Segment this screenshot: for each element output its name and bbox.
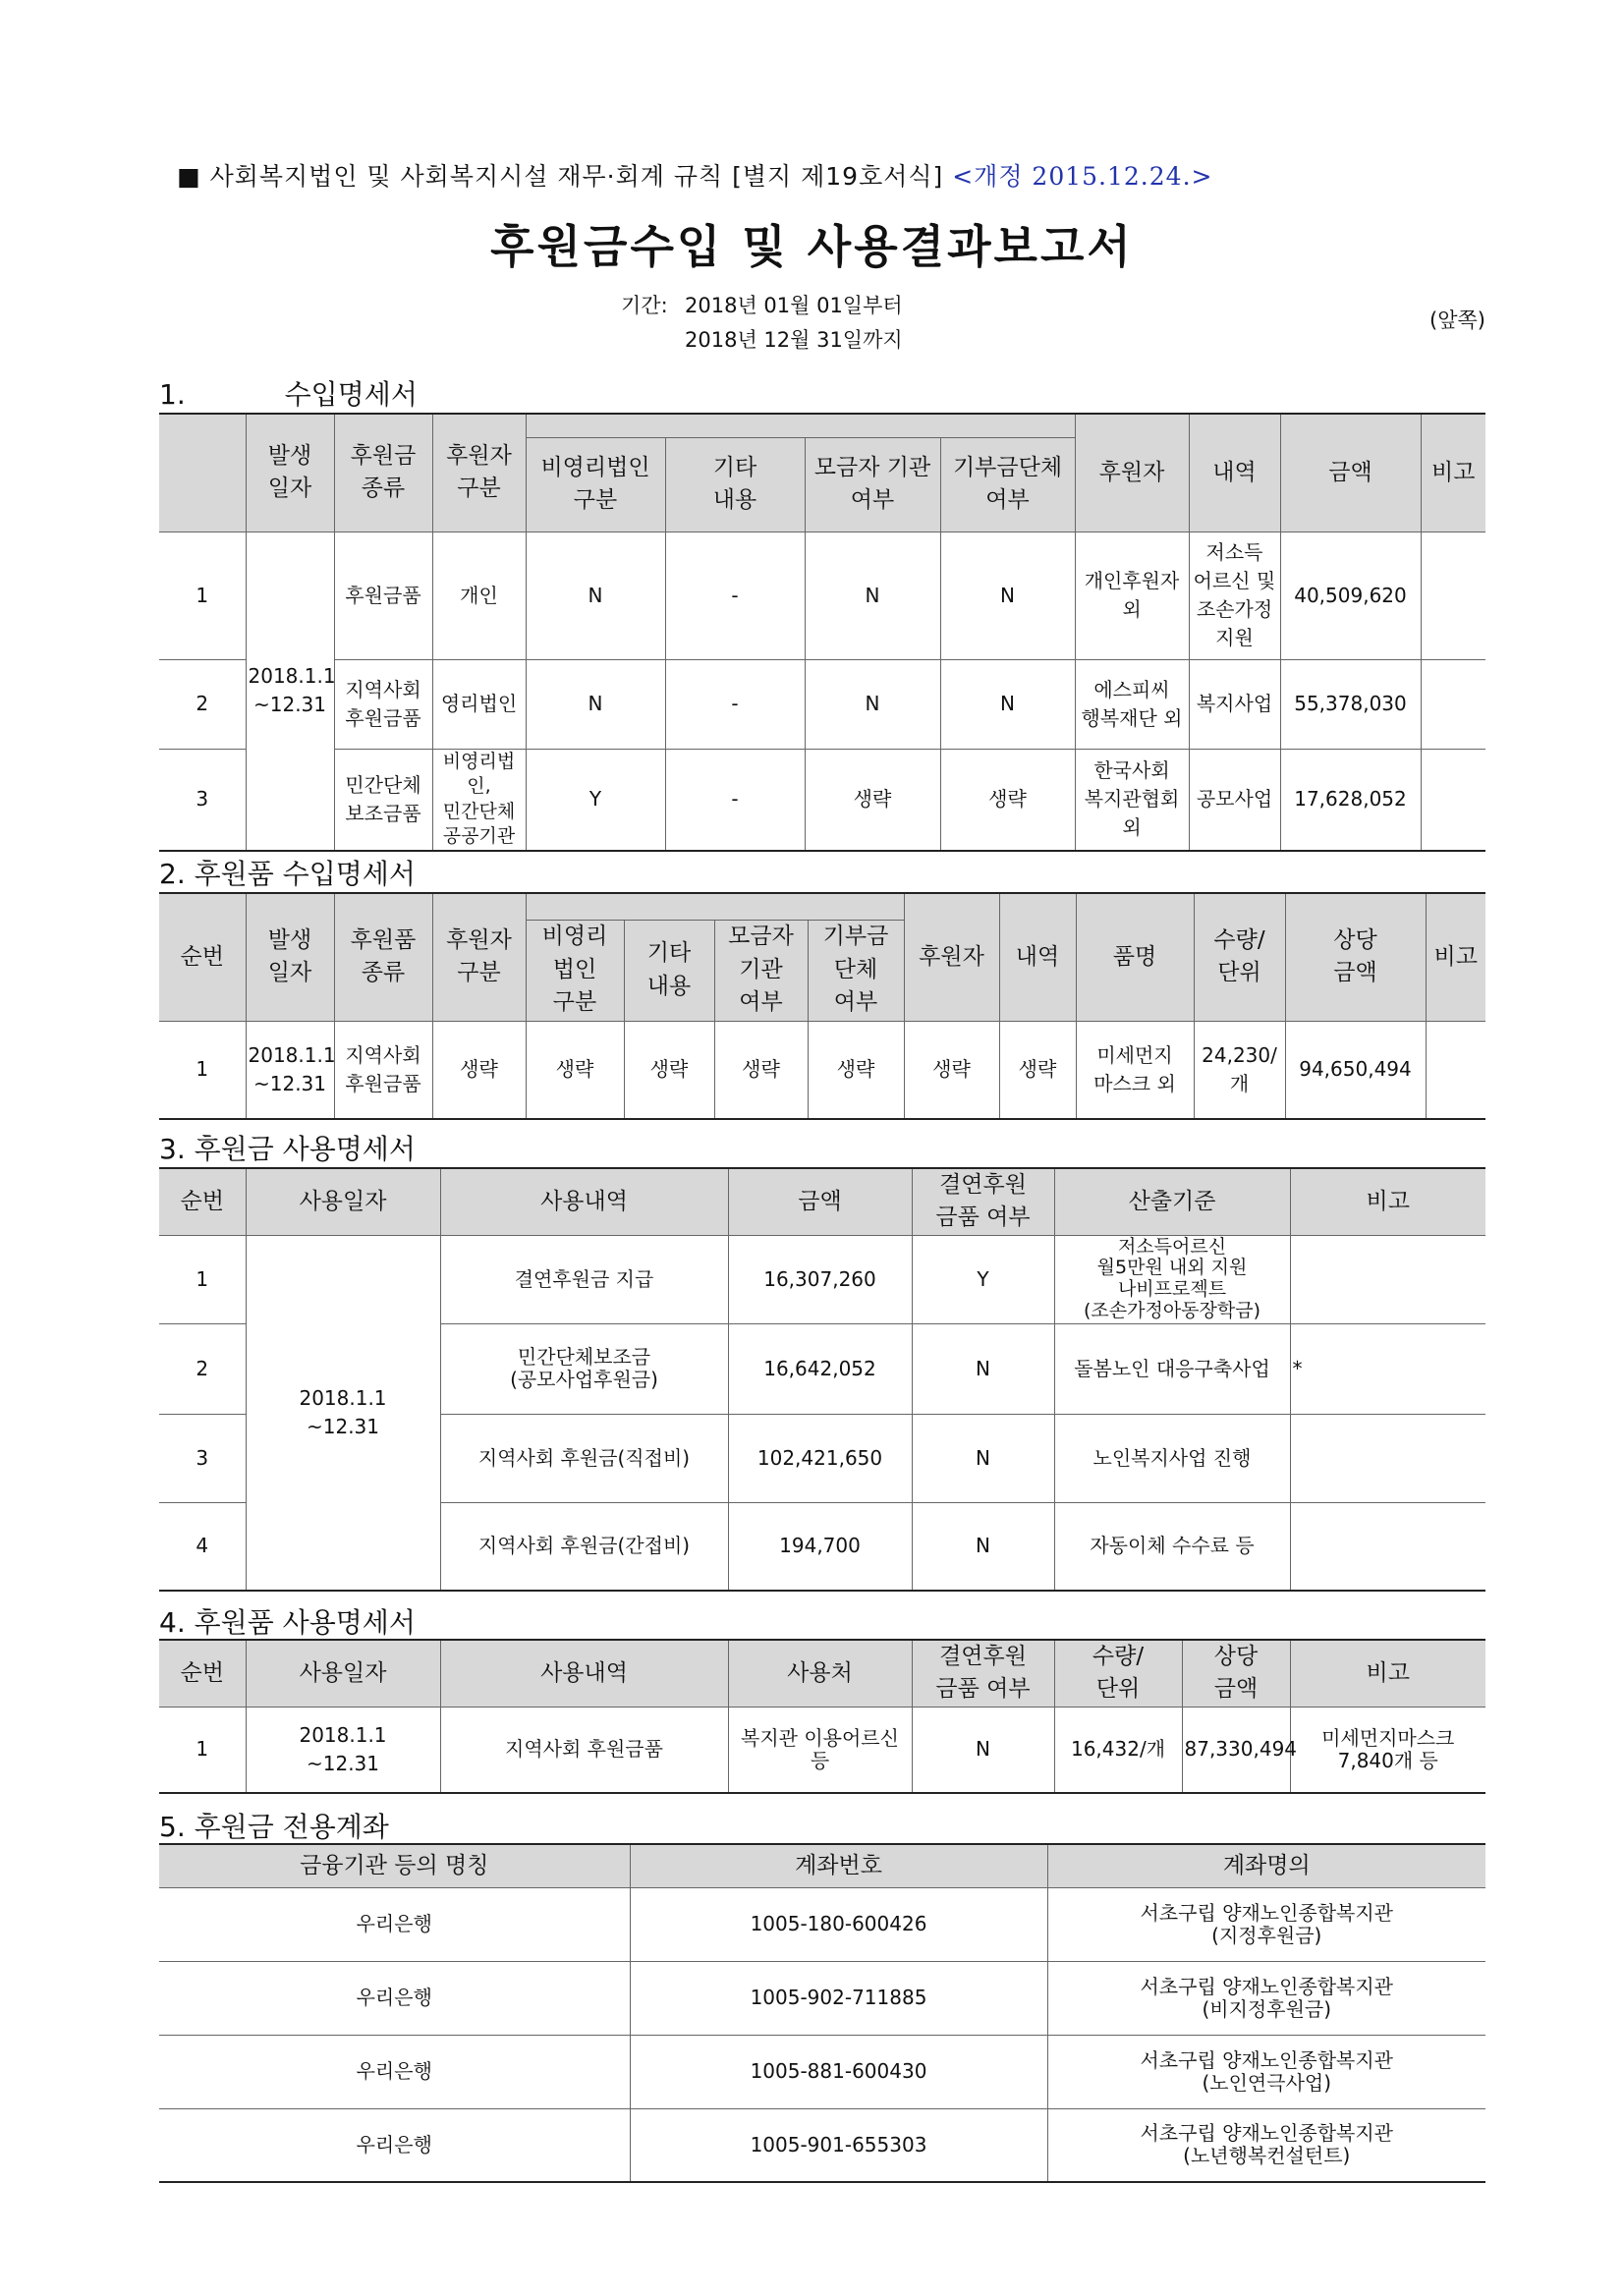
fundraiser-flag: N [805, 659, 940, 749]
donor-type: 비영리법인, 민간단체 공공기관 [432, 749, 526, 851]
note [1290, 1235, 1485, 1323]
donor-type: 영리법인 [432, 659, 526, 749]
section1-title [159, 373, 418, 413]
value: 94,650,494 [1285, 1021, 1426, 1119]
section1-number: 1. [159, 378, 186, 411]
section1-heading: 수입명세서 [284, 378, 418, 411]
etc-content: - [665, 749, 805, 851]
fundraiser-flag: N [805, 532, 940, 659]
goods-kind: 지역사회 후원금품 [334, 1021, 432, 1119]
nonprofit-flag: 생략 [526, 1021, 624, 1119]
donation-org-flag: N [940, 532, 1075, 659]
account-holder: 서초구립 양재노인종합복지관 (노인연극사업) [1047, 2035, 1485, 2108]
amount: 40,509,620 [1280, 532, 1421, 659]
header-usage-date: 사용일자 [246, 1168, 440, 1235]
detail: 저소득 어르신 및 조손가정 지원 [1189, 532, 1280, 659]
header-date: 발생 일자 [246, 893, 334, 1021]
basis: 자동이체 수수료 등 [1054, 1502, 1290, 1591]
basis: 저소득어르신 월5만원 내외 지원 나비프로젝트 (조손가정아동장학금) [1054, 1235, 1290, 1323]
account-number: 1005-881-600430 [630, 2035, 1047, 2108]
header-note: 비고 [1426, 893, 1485, 1021]
header-amount: 금액 [728, 1168, 912, 1235]
usage: 지역사회 후원금(간접비) [440, 1502, 728, 1591]
donation-org-flag: 생략 [808, 1021, 904, 1119]
header-basis: 산출기준 [1054, 1168, 1290, 1235]
date-range: 2018.1.1 ~12.31 [246, 1235, 440, 1591]
header-fundraiser: 모금자 기관 여부 [714, 920, 808, 1021]
nonprofit-flag: Y [526, 749, 665, 851]
quantity: 16,432/개 [1054, 1707, 1182, 1793]
table-row [159, 1961, 1485, 2035]
header-number: 순번 [159, 1640, 246, 1707]
row-number: 1 [159, 532, 246, 659]
donor-name: 한국사회 복지관협회 외 [1075, 749, 1189, 851]
header-nonprofit: 비영리 법인 구분 [526, 920, 624, 1021]
etc-content: 생략 [624, 1021, 714, 1119]
account-holder: 서초구립 양재노인종합복지관 (비지정후원금) [1047, 1961, 1485, 2035]
amount: 194,700 [728, 1502, 912, 1591]
header-fund-kind: 후원금 종류 [334, 414, 432, 532]
sponsorship-flag: Y [912, 1235, 1054, 1323]
header-item: 품명 [1076, 893, 1194, 1021]
revision-date: <개정 2015.12.24.> [952, 162, 1213, 191]
etc-content: - [665, 659, 805, 749]
sponsorship-flag: N [912, 1414, 1054, 1502]
header-account-holder: 계좌명의 [1047, 1844, 1485, 1887]
note [1290, 1502, 1485, 1591]
note [1421, 532, 1485, 659]
usage: 지역사회 후원금품 [440, 1707, 728, 1793]
basis: 돌봄노인 대응구축사업 [1054, 1323, 1290, 1414]
header-usage-date: 사용일자 [246, 1640, 440, 1707]
fundraiser-flag: 생략 [714, 1021, 808, 1119]
header-donation-org: 기부금단체 여부 [940, 437, 1075, 532]
usage: 결연후원금 지급 [440, 1235, 728, 1323]
fund-kind: 지역사회 후원금품 [334, 659, 432, 749]
table-row [159, 2108, 1485, 2182]
period-end: 2018년 12월 31일까지 [685, 328, 903, 352]
section2-title: 2. 후원품 수입명세서 [159, 858, 416, 890]
header-donor: 후원자 [904, 893, 999, 1021]
nonprofit-flag: N [526, 659, 665, 749]
header-number: 순번 [159, 893, 246, 1021]
fundraiser-flag: 생략 [805, 749, 940, 851]
account-table [159, 1843, 1485, 2183]
date-range: 2018.1.1 ~12.31 [246, 1707, 440, 1793]
usage: 민간단체보조금 (공모사업후원금) [440, 1323, 728, 1414]
account-holder: 서초구립 양재노인종합복지관 (노년행복컨설턴트) [1047, 2108, 1485, 2182]
header-usage: 사용내역 [440, 1640, 728, 1707]
row-number: 3 [159, 749, 246, 851]
note [1290, 1414, 1485, 1502]
row-number: 1 [159, 1021, 246, 1119]
header-account-number: 계좌번호 [630, 1844, 1047, 1887]
detail: 공모사업 [1189, 749, 1280, 851]
header-group [526, 414, 1075, 437]
amount: 17,628,052 [1280, 749, 1421, 851]
row-number: 2 [159, 659, 246, 749]
header-nonprofit: 비영리법인 구분 [526, 437, 665, 532]
donor-name: 에스피씨 행복재단 외 [1075, 659, 1189, 749]
income-table [159, 413, 1485, 852]
note: 미세먼지마스크 7,840개 등 [1290, 1707, 1485, 1793]
note [1421, 659, 1485, 749]
sponsorship-flag: N [912, 1502, 1054, 1591]
donation-org-flag: 생략 [940, 749, 1075, 851]
header-etc: 기타 내용 [624, 920, 714, 1021]
header-note: 비고 [1290, 1640, 1485, 1707]
row-number: 1 [159, 1707, 246, 1793]
amount: 16,307,260 [728, 1235, 912, 1323]
period-start: 2018년 01월 01일부터 [685, 294, 903, 317]
table-row [159, 1707, 1485, 1793]
etc-content: - [665, 532, 805, 659]
table-row [159, 1235, 1485, 1323]
header-fundraiser: 모금자 기관 여부 [805, 437, 940, 532]
fund-kind: 후원금품 [334, 532, 432, 659]
basis: 노인복지사업 진행 [1054, 1414, 1290, 1502]
donation-org-flag: N [940, 659, 1075, 749]
header-note: 비고 [1421, 414, 1485, 532]
donor-type: 개인 [432, 532, 526, 659]
header-number: 순번 [159, 1168, 246, 1235]
header-value: 상당 금액 [1285, 893, 1426, 1021]
header-amount: 금액 [1280, 414, 1421, 532]
period-label: 기간: [621, 294, 668, 317]
header-place: 사용처 [728, 1640, 912, 1707]
item-name: 미세먼지 마스크 외 [1076, 1021, 1194, 1119]
header-sponsorship: 결연후원 금품 여부 [912, 1640, 1054, 1707]
header-quantity: 수량/ 단위 [1194, 893, 1285, 1021]
account-number: 1005-902-711885 [630, 1961, 1047, 2035]
row-number: 3 [159, 1414, 246, 1502]
amount: 55,378,030 [1280, 659, 1421, 749]
detail: 복지사업 [1189, 659, 1280, 749]
corner-header [159, 414, 246, 532]
nonprofit-flag: N [526, 532, 665, 659]
table-row [159, 2035, 1485, 2108]
table-row [159, 1021, 1485, 1119]
date-range: 2018.1.1 ~12.31 [246, 532, 334, 851]
header-usage: 사용내역 [440, 1168, 728, 1235]
header-donation-org: 기부금 단체 여부 [808, 920, 904, 1021]
header-group [526, 893, 904, 920]
header-detail: 내역 [999, 893, 1076, 1021]
header-goods-kind: 후원품 종류 [334, 893, 432, 1021]
account-number: 1005-180-600426 [630, 1887, 1047, 1961]
bank-name: 우리은행 [159, 2035, 630, 2108]
row-number: 2 [159, 1323, 246, 1414]
header-value: 상당 금액 [1182, 1640, 1290, 1707]
section3-title: 3. 후원금 사용명세서 [159, 1133, 416, 1165]
row-number: 1 [159, 1235, 246, 1323]
header-note: 비고 [1290, 1168, 1485, 1235]
header-date: 발생 일자 [246, 414, 334, 532]
header-sponsorship: 결연후원 금품 여부 [912, 1168, 1054, 1235]
fund-kind: 민간단체 보조금품 [334, 749, 432, 851]
table-row [159, 659, 1485, 749]
table-row [159, 1887, 1485, 1961]
detail: 생략 [999, 1021, 1076, 1119]
table-row [159, 749, 1485, 851]
header-etc: 기타 내용 [665, 437, 805, 532]
account-number: 1005-901-655303 [630, 2108, 1047, 2182]
table-row [159, 532, 1485, 659]
header-donor-type: 후원자 구분 [432, 893, 526, 1021]
side-note: (앞쪽) [1429, 308, 1485, 332]
usage: 지역사회 후원금(직접비) [440, 1414, 728, 1502]
header-detail: 내역 [1189, 414, 1280, 532]
date-range: 2018.1.1 ~12.31 [246, 1021, 334, 1119]
form-reference [177, 157, 1212, 193]
amount: 102,421,650 [728, 1414, 912, 1502]
fund-usage-table [159, 1167, 1485, 1592]
goods-income-table [159, 892, 1485, 1120]
note: * [1290, 1323, 1485, 1414]
header-quantity: 수량/ 단위 [1054, 1640, 1182, 1707]
amount: 16,642,052 [728, 1323, 912, 1414]
bank-name: 우리은행 [159, 1887, 630, 1961]
note [1426, 1021, 1485, 1119]
header-donor-type: 후원자 구분 [432, 414, 526, 532]
value: 87,330,494 [1182, 1707, 1290, 1793]
header-bank: 금융기관 등의 명칭 [159, 1844, 630, 1887]
section5-title: 5. 후원금 전용계좌 [159, 1811, 389, 1843]
goods-usage-table [159, 1639, 1485, 1794]
row-number: 4 [159, 1502, 246, 1591]
sponsorship-flag: N [912, 1707, 1054, 1793]
bank-name: 우리은행 [159, 1961, 630, 2035]
account-holder: 서초구립 양재노인종합복지관 (지정후원금) [1047, 1887, 1485, 1961]
note [1421, 749, 1485, 851]
square-bullet-icon: ■ [177, 162, 201, 191]
donor-name: 개인후원자 외 [1075, 532, 1189, 659]
donor-name: 생략 [904, 1021, 999, 1119]
header-donor: 후원자 [1075, 414, 1189, 532]
place: 복지관 이용어르신 등 [728, 1707, 912, 1793]
quantity: 24,230/ 개 [1194, 1021, 1285, 1119]
section4-title: 4. 후원품 사용명세서 [159, 1606, 416, 1639]
donor-type: 생략 [432, 1021, 526, 1119]
bank-name: 우리은행 [159, 2108, 630, 2182]
page-title: 후원금수입 및 사용결과보고서 [490, 220, 1134, 273]
sponsorship-flag: N [912, 1323, 1054, 1414]
form-reference-text: 사회복지법인 및 사회복지시설 재무·회계 규칙 [별지 제19호서식] [209, 162, 944, 191]
